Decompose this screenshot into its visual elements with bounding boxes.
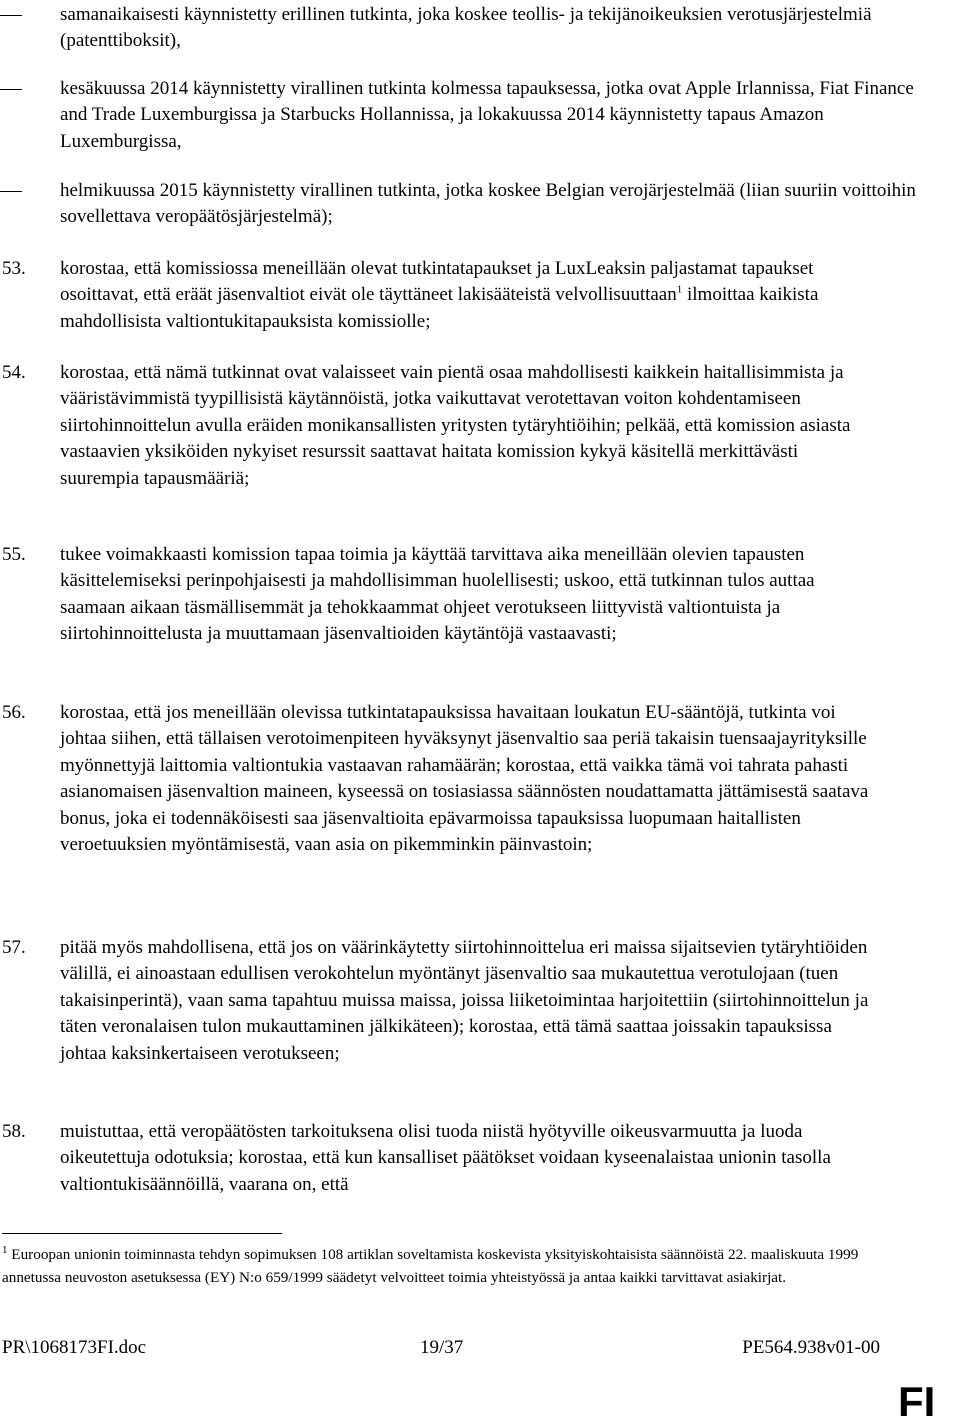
paragraph-58 bbox=[2, 1119, 880, 1198]
paragraph-number: 58. bbox=[2, 1121, 26, 1142]
paragraph-54 bbox=[2, 360, 880, 492]
paragraph-number: 56. bbox=[2, 702, 26, 723]
pe-reference: PE564.938v01-00 bbox=[742, 1337, 880, 1358]
dash-item-text: helmikuussa 2015 käynnistetty virallinen tutkinta, jotka koskee Belgian verojärjestelmää (liian suuriin voittoihin sovellettava veropäätösjärjestelmä); bbox=[60, 180, 916, 228]
footnote-text: Euroopan unionin toiminnasta tehdyn sopimuksen 108 artiklan soveltamista koskevista yksityiskohtaisista säännöistä 22. maaliskuuta 1999 annetussa neuvoston asetuksessa (EY) N:o 659/1999 säädetyt velvoitteet toimia yhteistyössä ja antaa kaikki tarvittavat asiakirjat. bbox=[2, 1246, 859, 1286]
paragraph-text: korostaa, että nämä tutkinnat ovat valaisseet vain pientä osaa mahdollisesti kaikkein haitallisimmista ja vääristävimmistä tyypillisistä käytännöistä, jotka vaikuttavat verotettavan voiton kohdentamiseen siirtohinnoittelun avulla eräiden monikansallisten yritysten tytäryhtiöihin; pelkää, että komission asiasta vastaavien yksiköiden nykyiset resurssit saattavat haitata komission kykyä käsitellä merkittävästi suurempia tapausmääriä; bbox=[60, 362, 851, 489]
paragraph-text: korostaa, että komissiossa meneillään olevat tutkintatapaukset ja LuxLeaksin paljastamat tapaukset osoittavat, että eräät jäsenvaltiot eivät ole täyttäneet lakisääteistä velvollisuuttaan bbox=[60, 258, 814, 306]
paragraph-57 bbox=[2, 935, 880, 1067]
footnote-reference[interactable]: 1 bbox=[676, 284, 683, 297]
paragraph-55 bbox=[2, 542, 880, 648]
paragraph-56 bbox=[2, 700, 880, 858]
dash-item bbox=[60, 76, 940, 155]
document-reference: PR\1068173FI.doc bbox=[2, 1337, 147, 1358]
footnote-separator bbox=[2, 1233, 282, 1234]
paragraph-53 bbox=[2, 256, 880, 335]
footnote bbox=[2, 1244, 902, 1289]
paragraph-number: 53. bbox=[2, 258, 26, 279]
dash-item bbox=[60, 178, 940, 231]
paragraph-number: 55. bbox=[2, 544, 26, 565]
language-code: FI bbox=[898, 1378, 936, 1425]
paragraph-text: tukee voimakkaasti komission tapaa toimia ja käyttää tarvittava aika meneillään olevien tapausten käsittelemiseksi perinpohjaisesti ja mahdollisimman huolellisesti; uskoo, että tutkinnan tulos auttaa saamaan aikaan täsmällisemmät ja tehokkaammat ohjeet verotukseen liittyvistä valtiontuista ja siirtohinnoittelusta ja muuttamaan jäsenvaltioiden käytäntöjä vastaavasti; bbox=[60, 544, 815, 645]
page-number: 19/37 bbox=[420, 1337, 464, 1358]
footnote-marker: 1 bbox=[2, 1243, 8, 1256]
paragraph-number: 54. bbox=[2, 362, 26, 383]
paragraph-text: korostaa, että jos meneillään olevissa tutkintatapauksissa havaitaan loukatun EU-sääntöjä, tutkinta voi johtaa siihen, että tällaisen verotoimenpiteen hyväksynyt jäsenvaltio saa periä takaisin tuensaajayrityksille myönnettyjä laittomia valtiontukia vastaavan rahamäärän; korostaa, että vaikka tämä voi tahrata pahasti asianomaisen jäsenvaltion maineen, kyseessä on tosiasiassa säännösten noudattamatta jättämisestä saatava bonus, joka ei todennäköisesti saa jäsenvaltioita epävarmoissa tapauksissa luopumaan haitallisten veroetuuksien myöntämisestä, vaan asia on pikemminkin päinvastoin; bbox=[60, 702, 869, 856]
paragraph-text: muistuttaa, että veropäätösten tarkoituksena olisi tuoda niistä hyötyville oikeusvarmuutta ja luoda oikeutettuja odotuksia; korostaa, että kun kansalliset päätökset voidaan kyseenalaistaa unionin tasolla valtiontukisäännöillä, vaarana on, että bbox=[60, 1121, 831, 1195]
dash-item bbox=[60, 2, 940, 55]
dash-item-text: kesäkuussa 2014 käynnistetty virallinen tutkinta kolmessa tapauksessa, jotka ovat Apple Irlannissa, Fiat Finance and Trade Luxemburgissa ja Starbucks Hollannissa, ja lokakuussa 2014 käynnistetty tapaus Amazon Luxemburgissa, bbox=[60, 78, 914, 152]
paragraph-number: 57. bbox=[2, 937, 26, 958]
paragraph-text: pitää myös mahdollisena, että jos on väärinkäytetty siirtohinnoittelua eri maissa sijaitsevien tytäryhtiöiden välillä, ei ainoastaan edullisen verokohtelun myöntänyt jäsenvaltio saa mukautettua verotulojaan (tuen takaisinperintä), vaan sama tapahtuu muissa maissa, joissa liiketoimintaa harjoitettiin (siirtohinnoittelun ja täten veronalaisen tulon mukauttaminen jälkikäteen); korostaa, että tämä saattaa joissakin tapauksissa johtaa kaksinkertaiseen verotukseen; bbox=[60, 937, 869, 1064]
dash-item-text: samanaikaisesti käynnistetty erillinen tutkinta, joka koskee teollis- ja tekijänoikeuksien verotusjärjestelmiä (patenttiboksit), bbox=[60, 4, 872, 52]
paragraph-text-cont: ilmoittaa kaikista mahdollisista valtiontukitapauksista komissiolle; bbox=[60, 284, 819, 332]
